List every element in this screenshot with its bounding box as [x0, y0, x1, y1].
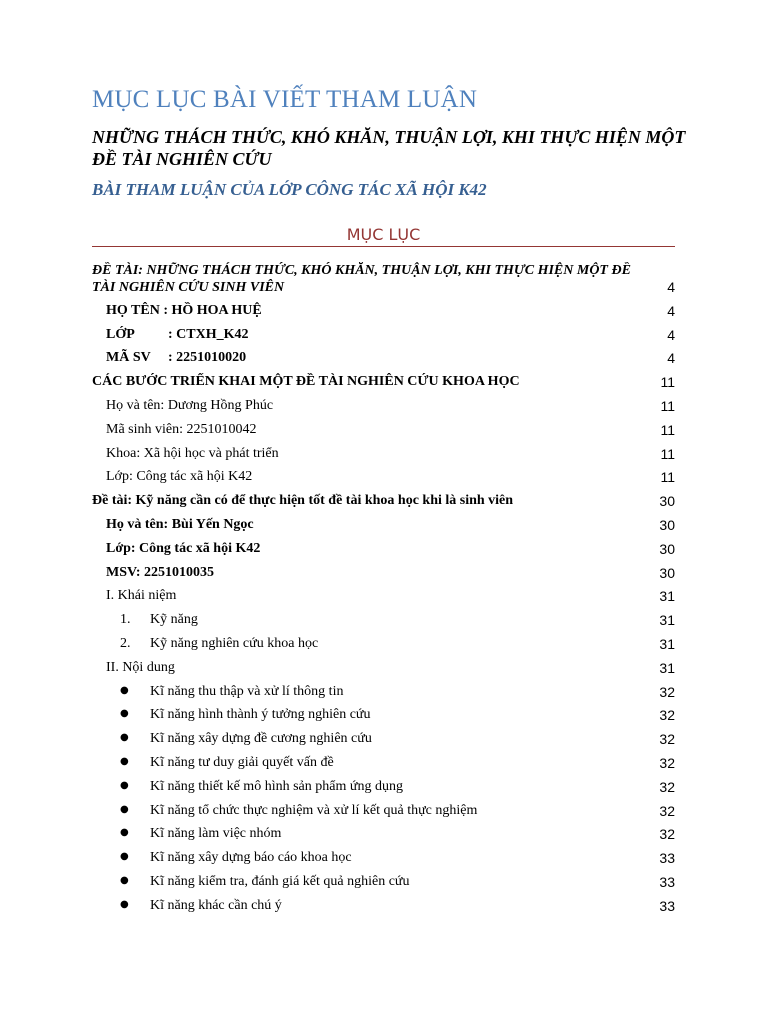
- toc-entry-text: [92, 635, 651, 653]
- toc-entry-bullet[interactable]: [92, 891, 675, 915]
- toc-entry-bullet[interactable]: [92, 701, 675, 725]
- toc-entry-text: [92, 753, 651, 772]
- toc-entry-class-3[interactable]: [92, 534, 675, 558]
- toc-page-number: 30: [659, 540, 675, 557]
- toc-entry-bullet[interactable]: [92, 820, 675, 844]
- bullet-icon: ●: [120, 779, 129, 791]
- toc-page-number: 32: [659, 778, 675, 795]
- toc-entry-text: Khoa: Xã hội học và phát triển: [106, 445, 279, 461]
- toc-entry-student-id-2[interactable]: [92, 415, 675, 439]
- toc-entry-label: MÃ SV: [106, 350, 151, 366]
- toc-entry-bullet[interactable]: [92, 843, 675, 867]
- toc-entry-text: Họ và tên: Dương Hồng Phúc: [106, 397, 274, 413]
- toc-entry-bullet[interactable]: [92, 796, 675, 820]
- toc-entry-value: : 2251010020: [168, 350, 247, 366]
- toc-entry-label: Kỹ năng: [150, 612, 198, 628]
- toc-entry-label: Kĩ năng tư duy giải quyết vấn đề: [150, 754, 334, 770]
- page-subtitle-class: BÀI THAM LUẬN CỦA LỚP CÔNG TÁC XÃ HỘI K42: [92, 180, 487, 199]
- toc-page-number: 30: [659, 564, 675, 581]
- toc-entry-text: Lớp: Công tác xã hội K42: [106, 540, 261, 556]
- toc-entry-text: [92, 682, 651, 701]
- toc-entry-text: Đề tài: Kỹ năng cần có để thực hiện tốt đề tài khoa học khi là sinh viên: [92, 493, 514, 509]
- toc-entry-topic-1[interactable]: [92, 260, 675, 296]
- table-of-contents: [92, 260, 675, 915]
- toc-entry-text: [92, 611, 651, 629]
- bullet-icon: ●: [120, 732, 129, 744]
- toc-page-number: 33: [659, 850, 675, 867]
- toc-entry-text: II. Nội dung: [106, 659, 175, 675]
- toc-entry-text: [92, 729, 651, 748]
- toc-page-number: 32: [659, 731, 675, 748]
- toc-entry-class-2[interactable]: [92, 463, 675, 487]
- toc-page-number: 33: [659, 897, 675, 914]
- toc-entry-label: Kĩ năng làm việc nhóm: [150, 826, 282, 842]
- toc-page-number: 32: [659, 802, 675, 819]
- toc-divider: [92, 246, 675, 247]
- bullet-icon: ●: [120, 827, 129, 839]
- toc-entry-text: Lớp: Công tác xã hội K42: [106, 469, 253, 485]
- bullet-icon: ●: [120, 684, 129, 696]
- toc-page-number: 31: [659, 588, 675, 605]
- bullet-icon: ●: [120, 851, 129, 863]
- list-number: 2.: [120, 635, 131, 651]
- toc-entry-text: [92, 848, 651, 867]
- toc-entry-bullet[interactable]: [92, 724, 675, 748]
- toc-entry-faculty-2[interactable]: [92, 439, 675, 463]
- toc-entry-text: Mã sinh viên: 2251010042: [106, 421, 257, 437]
- toc-page-number: 4: [667, 279, 675, 295]
- page-title: MỤC LỤC BÀI VIẾT THAM LUẬN: [92, 86, 478, 113]
- toc-entry-text: [92, 824, 651, 843]
- toc-page-number: 32: [659, 683, 675, 700]
- toc-entry-topic-2[interactable]: [92, 367, 675, 391]
- bullet-icon: ●: [120, 874, 129, 886]
- toc-entry-bullet[interactable]: [92, 772, 675, 796]
- toc-page-number: 33: [659, 873, 675, 890]
- toc-entry-numbered-1[interactable]: [92, 605, 675, 629]
- toc-entry-label: Kĩ năng kiểm tra, đánh giá kết quả nghiên cứu: [150, 873, 410, 889]
- toc-entry-text: [92, 896, 651, 915]
- toc-page-number: 32: [659, 826, 675, 843]
- toc-entry-author-1[interactable]: [92, 296, 675, 320]
- list-number: 1.: [120, 612, 131, 628]
- toc-heading: MỤC LỤC: [346, 225, 421, 244]
- toc-entry-text: MSV: 2251010035: [106, 564, 214, 580]
- toc-entry-value: : CTXH_K42: [168, 326, 249, 342]
- toc-entry-bullet[interactable]: [92, 867, 675, 891]
- toc-entry-text: [92, 349, 651, 367]
- toc-page-number: 11: [660, 445, 675, 462]
- toc-entry-label: Kỹ năng nghiên cứu khoa học: [150, 635, 319, 651]
- toc-entry-text: [92, 705, 651, 724]
- toc-entry-student-id-1[interactable]: [92, 344, 675, 368]
- toc-entry-text: HỌ TÊN : HỒ HOA HUỆ: [106, 302, 262, 318]
- toc-entry-label: Kĩ năng hình thành ý tưởng nghiên cứu: [150, 707, 371, 723]
- toc-entry-text: I. Khái niệm: [106, 588, 177, 604]
- toc-entry-label: Kĩ năng thiết kế mô hình sản phẩm ứng dụng: [150, 778, 403, 794]
- toc-entry-label: Kĩ năng thu thập và xử lí thông tin: [150, 683, 344, 699]
- bullet-icon: ●: [120, 898, 129, 910]
- toc-entry-class-1[interactable]: [92, 320, 675, 344]
- toc-entry-label: Kĩ năng khác cần chú ý: [150, 897, 282, 913]
- toc-entry-text: [92, 326, 651, 344]
- toc-page-number: 11: [660, 397, 675, 414]
- toc-entry-author-2[interactable]: [92, 391, 675, 415]
- toc-page-number: 30: [659, 493, 675, 510]
- toc-entry-section-content[interactable]: [92, 653, 675, 677]
- toc-entry-text: [92, 872, 651, 891]
- toc-entry-text: [92, 801, 651, 820]
- toc-page-number: 11: [660, 374, 675, 391]
- toc-entry-topic-3[interactable]: [92, 486, 675, 510]
- bullet-icon: ●: [120, 708, 129, 720]
- toc-page-number: 4: [667, 326, 675, 343]
- page-subtitle: NHỮNG THÁCH THỨC, KHÓ KHĂN, THUẬN LỢI, KHI THỰC HIỆN MỘT ĐỀ TÀI NGHIÊN CỨU: [92, 127, 686, 169]
- toc-entry-text: CÁC BƯỚC TRIỂN KHAI MỘT ĐỀ TÀI NGHIÊN CỨU KHOA HỌC: [92, 374, 520, 390]
- toc-page-number: 32: [659, 707, 675, 724]
- toc-page-number: 32: [659, 754, 675, 771]
- toc-page-number: 11: [660, 469, 675, 486]
- toc-entry-text: ĐỀ TÀI: NHỮNG THÁCH THỨC, KHÓ KHĂN, THUẬN LỢI, KHI THỰC HIỆN MỘT ĐỀ TÀI NGHIÊN CỨU SINH VIÊN: [92, 263, 631, 295]
- toc-entry-numbered-2[interactable]: [92, 629, 675, 653]
- toc-entry-bullet[interactable]: [92, 748, 675, 772]
- toc-entry-author-3[interactable]: [92, 510, 675, 534]
- toc-entry-label: Kĩ năng xây dựng đề cương nghiên cứu: [150, 731, 372, 747]
- toc-entry-student-id-3[interactable]: [92, 558, 675, 582]
- toc-page-number: 4: [667, 350, 675, 367]
- toc-page-number: 11: [660, 421, 675, 438]
- toc-entry-section-concept[interactable]: [92, 582, 675, 606]
- toc-entry-label: LỚP: [106, 326, 135, 342]
- toc-entry-label: Kĩ năng tổ chức thực nghiệm và xử lí kết quả thực nghiệm: [150, 802, 478, 818]
- toc-page-number: 31: [659, 659, 675, 676]
- bullet-icon: ●: [120, 803, 129, 815]
- toc-page-number: 31: [659, 612, 675, 629]
- toc-entry-label: Kĩ năng xây dựng báo cáo khoa học: [150, 850, 352, 866]
- toc-entry-bullet[interactable]: [92, 677, 675, 701]
- bullet-icon: ●: [120, 755, 129, 767]
- toc-entry-text: Họ và tên: Bùi Yến Ngọc: [106, 516, 254, 532]
- toc-entry-text: [92, 777, 651, 796]
- toc-page-number: 4: [667, 302, 675, 319]
- toc-page-number: 30: [659, 516, 675, 533]
- toc-page-number: 31: [659, 635, 675, 652]
